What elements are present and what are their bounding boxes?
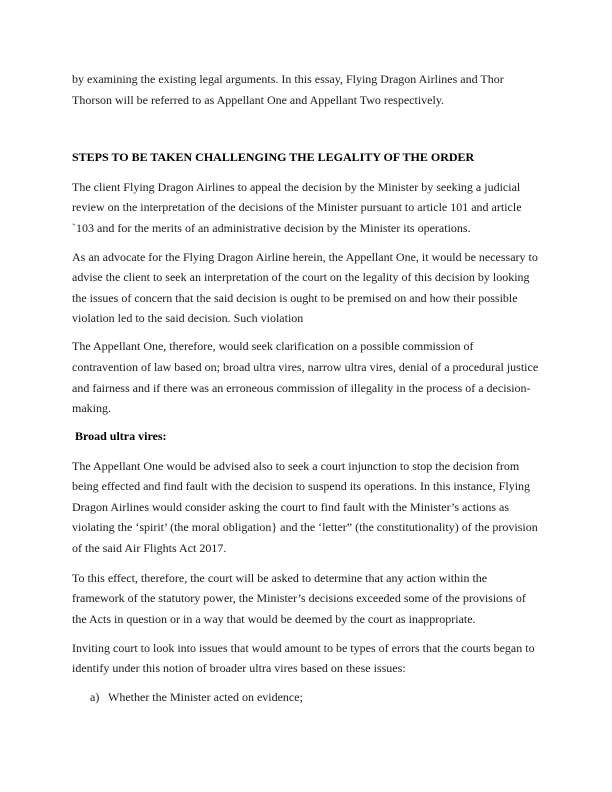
paragraph-line: As an advocate for the Flying Dragon Airline herein, the Appellant One, it would be necessary to bbox=[72, 250, 538, 264]
paragraph-line: and fairness and if there was an erroneous commission of illegality in the process of a decision- bbox=[72, 381, 531, 395]
paragraph-line: The client Flying Dragon Airlines to appeal the decision by the Minister by seeking a judicial bbox=[72, 180, 521, 194]
paragraph-line: being effected and find fault with the decision to suspend its operations. In this instance, Flying bbox=[72, 479, 531, 493]
subheading: Broad ultra vires: bbox=[72, 429, 167, 443]
paragraph-line: Dragon Airlines would consider asking the court to find fault with the Minister’s actions as bbox=[72, 500, 510, 514]
list-item: Whether the Minister acted on evidence; bbox=[108, 690, 303, 704]
list-marker: a) bbox=[90, 690, 100, 704]
paragraph-line: `103 and for the merits of an administrative decision by the Minister its operations. bbox=[72, 221, 471, 235]
paragraph-line: making. bbox=[72, 401, 111, 415]
paragraph-line: violating the ‘spirit’ (the moral obligation} and the ‘letter” (the constitutionality) of the provision bbox=[72, 520, 538, 534]
paragraph-line: framework of the statutory power, the Minister’s decisions exceeded some of the provisions of bbox=[72, 591, 526, 605]
paragraph-line: The Appellant One, therefore, would seek clarification on a possible commission of bbox=[72, 339, 474, 353]
paragraph-line: of the said Air Flights Act 2017. bbox=[72, 541, 227, 555]
paragraph-line: advise the client to seek an interpretation of the court on the legality of this decision by looking bbox=[72, 270, 530, 284]
paragraph-line: To this effect, therefore, the court will be asked to determine that any action within the bbox=[72, 571, 488, 585]
intro-line: Thorson will be referred to as Appellant One and Appellant Two respectively. bbox=[72, 93, 445, 107]
paragraph-line: Inviting court to look into issues that would amount to be types of errors that the courts began to bbox=[72, 641, 535, 655]
intro-line: by examining the existing legal arguments. In this essay, Flying Dragon Airlines and Thor bbox=[72, 72, 504, 86]
paragraph-line: violation led to the said decision. Such violation bbox=[72, 311, 304, 325]
section-heading: STEPS TO BE TAKEN CHALLENGING THE LEGALITY OF THE ORDER bbox=[72, 150, 475, 164]
paragraph-line: identify under this notion of broader ultra vires based on these issues: bbox=[72, 661, 406, 675]
paragraph-line: the Acts in question or in a way that would be deemed by the court as inappropriate. bbox=[72, 612, 476, 626]
paragraph-line: The Appellant One would be advised also to seek a court injunction to stop the decision from bbox=[72, 459, 520, 473]
paragraph-line: the issues of concern that the said decision is ought to be premised on and how their possible bbox=[72, 291, 518, 305]
paragraph-line: contravention of law based on; broad ultra vires, narrow ultra vires, denial of a procedural justice bbox=[72, 360, 539, 374]
paragraph-line: review on the interpretation of the decisions of the Minister pursuant to article 101 and article bbox=[72, 200, 522, 214]
